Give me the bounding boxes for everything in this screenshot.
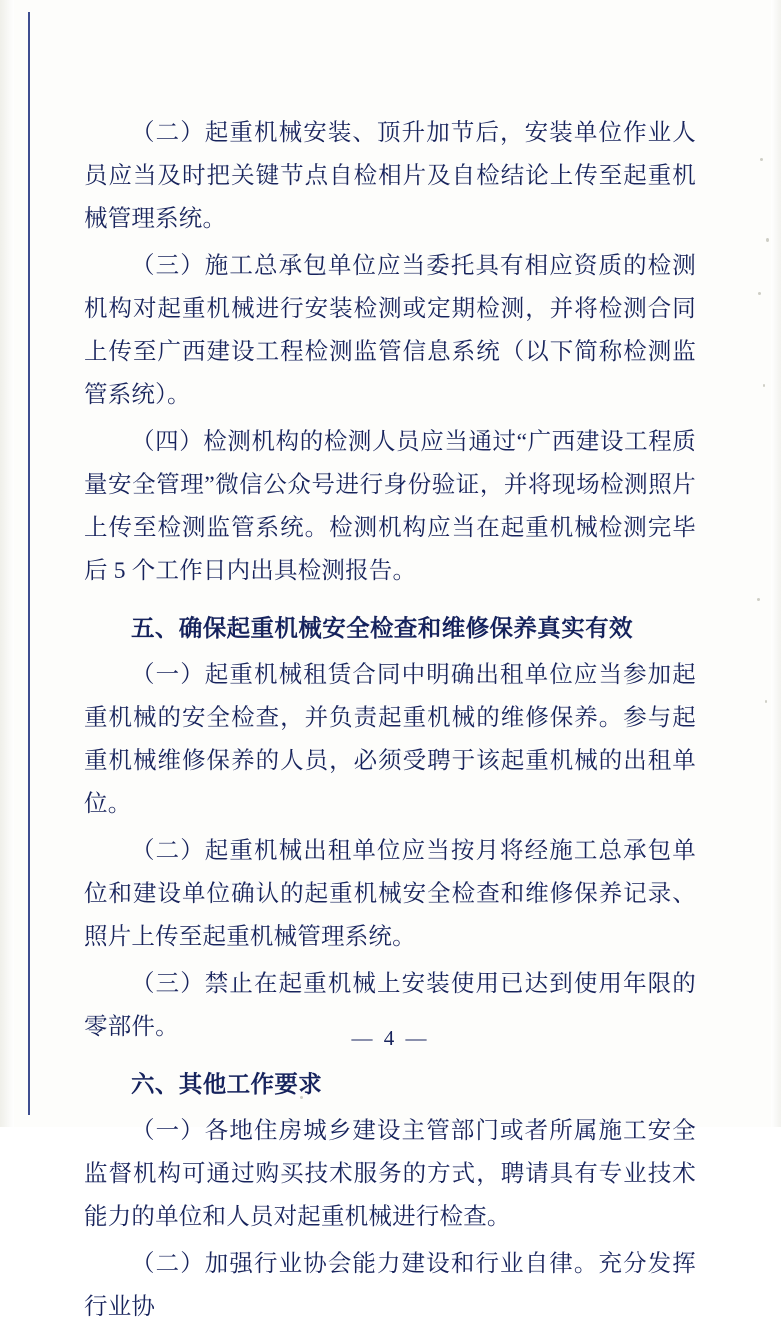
paragraph: （二）起重机械出租单位应当按月将经施工总承包单位和建设单位确认的起重机械安全检查和维修保养记录、照片上传至起重机械管理系统。 [84, 838, 696, 950]
document-text-body [84, 112, 696, 1333]
scan-speck [757, 598, 760, 601]
section-heading-five: 五、确保起重机械安全检查和维修保养真实有效 [131, 615, 633, 641]
scan-speck [760, 158, 763, 161]
paragraph: （一）起重机械租赁合同中明确出租单位应当参加起重机械的安全检查，并负责起重机械的维修保养。参与起重机械维修保养的人员，必须受聘于该起重机械的出租单位。 [84, 662, 696, 817]
page-number: — 4 — [351, 1026, 430, 1050]
paragraph: （二）起重机械安装、顶升加节后，安装单位作业人员应当及时把关键节点自检相片及自检结论上传至起重机械管理系统。 [84, 120, 696, 232]
scan-speck [765, 700, 767, 703]
page-left-rule [28, 12, 30, 1115]
section-heading-six: 六、其他工作要求 [131, 1071, 323, 1097]
paragraph: （二）加强行业协会能力建设和行业自律。充分发挥行业协 [84, 1251, 696, 1320]
scan-speck [758, 292, 761, 295]
paragraph: （三）禁止在起重机械上安装使用已达到使用年限的零部件。 [84, 971, 696, 1040]
paragraph: （一）各地住房城乡建设主管部门或者所属施工安全监督机构可通过购买技术服务的方式，聘请具有专业技术能力的单位和人员对起重机械进行检查。 [84, 1118, 696, 1230]
paragraph: （四）检测机构的检测人员应当通过“广西建设工程质量安全管理”微信公众号进行身份验证，并将现场检测照片上传至检测监管系统。检测机构应当在起重机械检测完毕后 5 个工作日内出具检测报告。 [84, 429, 696, 584]
scan-speck [766, 238, 769, 242]
scan-speck [763, 384, 765, 387]
paragraph: （三）施工总承包单位应当委托具有相应资质的检测机构对起重机械进行安装检测或定期检测，并将检测合同上传至广西建设工程检测监管信息系统（以下简称检测监管系统）。 [84, 253, 696, 408]
